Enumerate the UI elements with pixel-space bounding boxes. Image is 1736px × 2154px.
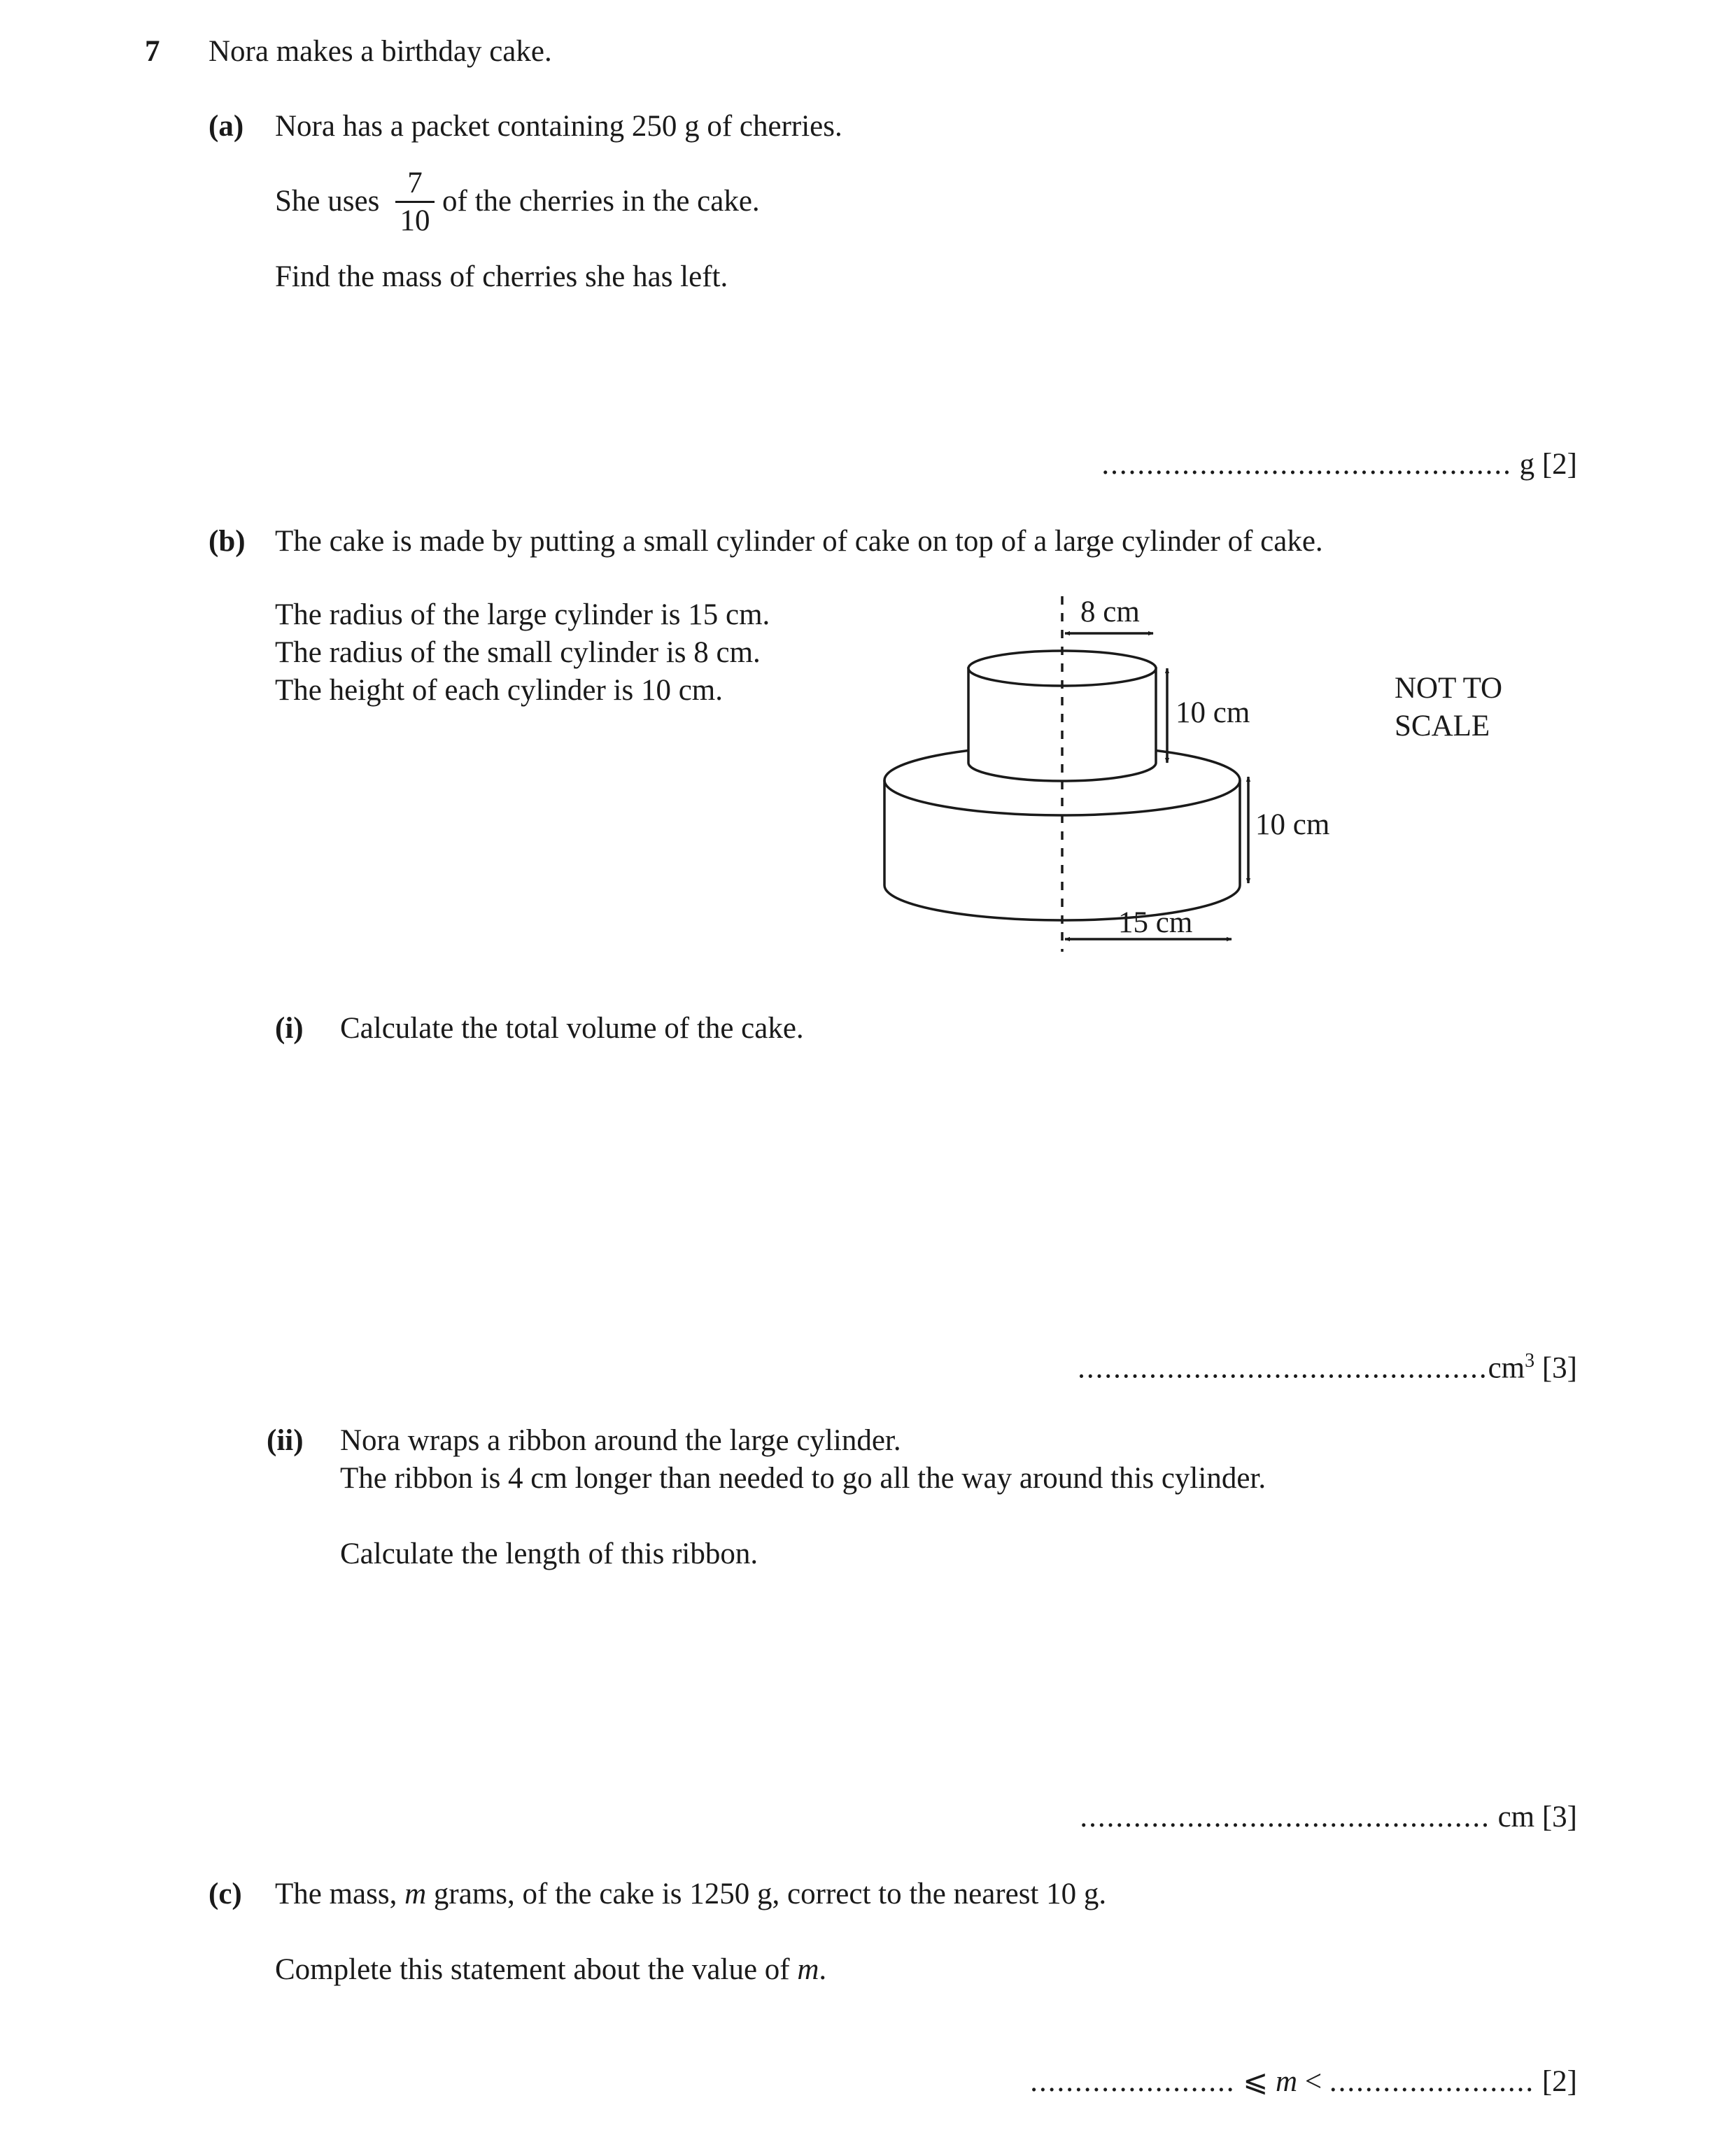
not-to-scale-line2: SCALE	[1395, 710, 1490, 742]
fraction-denominator: 10	[400, 204, 430, 237]
part-b-intro: The cake is made by putting a small cylinder of cake on top of a large cylinder of cake.	[275, 525, 1323, 558]
part-c-line1	[275, 1876, 1106, 1913]
part-a-line3: Find the mass of cherries she has left.	[275, 260, 728, 293]
part-c-line1-after: grams, of the cake is 1250 g, correct to the nearest 10 g.	[433, 1878, 1107, 1910]
variable-m: m	[797, 1953, 819, 1986]
label-small-radius: 8 cm	[1080, 596, 1140, 628]
part-a-line2-before: She uses	[275, 185, 380, 218]
answer-marks: [2]	[1541, 2065, 1577, 2098]
part-b-ii-line2: The ribbon is 4 cm longer than needed to go all the way around this cylinder.	[340, 1462, 1266, 1495]
part-a-line1: Nora has a packet containing 250 g of cherries.	[275, 110, 842, 143]
answer-marks: [3]	[1541, 1351, 1577, 1385]
part-b-ii-answer-line[interactable]	[1080, 1799, 1577, 1836]
part-b-info1: The radius of the large cylinder is 15 cm.	[275, 598, 770, 631]
question-intro: Nora makes a birthday cake.	[209, 35, 552, 68]
variable-m: m	[1276, 2065, 1298, 2098]
label-small-height: 10 cm	[1176, 696, 1250, 729]
part-b-ii-line3: Calculate the length of this ribbon.	[340, 1537, 758, 1570]
answer-dots-right: .......................	[1329, 2065, 1535, 2098]
part-b-label: (b)	[209, 525, 246, 558]
label-large-height: 10 cm	[1255, 808, 1330, 841]
part-b-info3: The height of each cylinder is 10 cm.	[275, 674, 724, 707]
part-a-line2-after: of the cherries in the cake.	[442, 185, 760, 218]
fraction-numerator: 7	[395, 168, 435, 203]
part-c-line1-before: The mass,	[275, 1878, 397, 1910]
answer-unit: g [2]	[1519, 448, 1577, 481]
part-a-label: (a)	[209, 110, 244, 143]
part-c-label: (c)	[209, 1878, 242, 1910]
part-b-i-label: (i)	[275, 1012, 304, 1045]
question-number: 7	[145, 35, 160, 68]
variable-m: m	[404, 1878, 427, 1910]
part-b-i-answer-line[interactable]	[1078, 1349, 1577, 1386]
answer-dots: ..............................................	[1101, 448, 1512, 481]
part-b-i-text: Calculate the total volume of the cake.	[340, 1012, 804, 1045]
part-b-ii-label: (ii)	[267, 1424, 304, 1457]
answer-dots-left: .......................	[1030, 2065, 1236, 2098]
part-b-ii-line1: Nora wraps a ribbon around the large cylinder.	[340, 1424, 901, 1457]
part-b-info2: The radius of the small cylinder is 8 cm.	[275, 636, 761, 669]
le-symbol: ⩽	[1243, 2065, 1269, 2098]
part-c-line2	[275, 1952, 826, 1988]
part-c-line2-after: .	[819, 1953, 827, 1986]
part-c-answer-line[interactable]	[1030, 2064, 1577, 2100]
answer-dots: ..............................................	[1078, 1351, 1488, 1385]
answer-unit: cm [3]	[1497, 1801, 1577, 1833]
not-to-scale-line1: NOT TO	[1395, 672, 1503, 705]
label-large-radius: 15 cm	[1118, 906, 1193, 939]
lt-symbol: <	[1304, 2065, 1322, 2098]
answer-unit: cm	[1488, 1351, 1525, 1385]
answer-dots: ..............................................	[1080, 1801, 1490, 1833]
answer-unit-superscript: 3	[1525, 1350, 1535, 1372]
part-c-line2-before: Complete this statement about the value of	[275, 1953, 790, 1986]
